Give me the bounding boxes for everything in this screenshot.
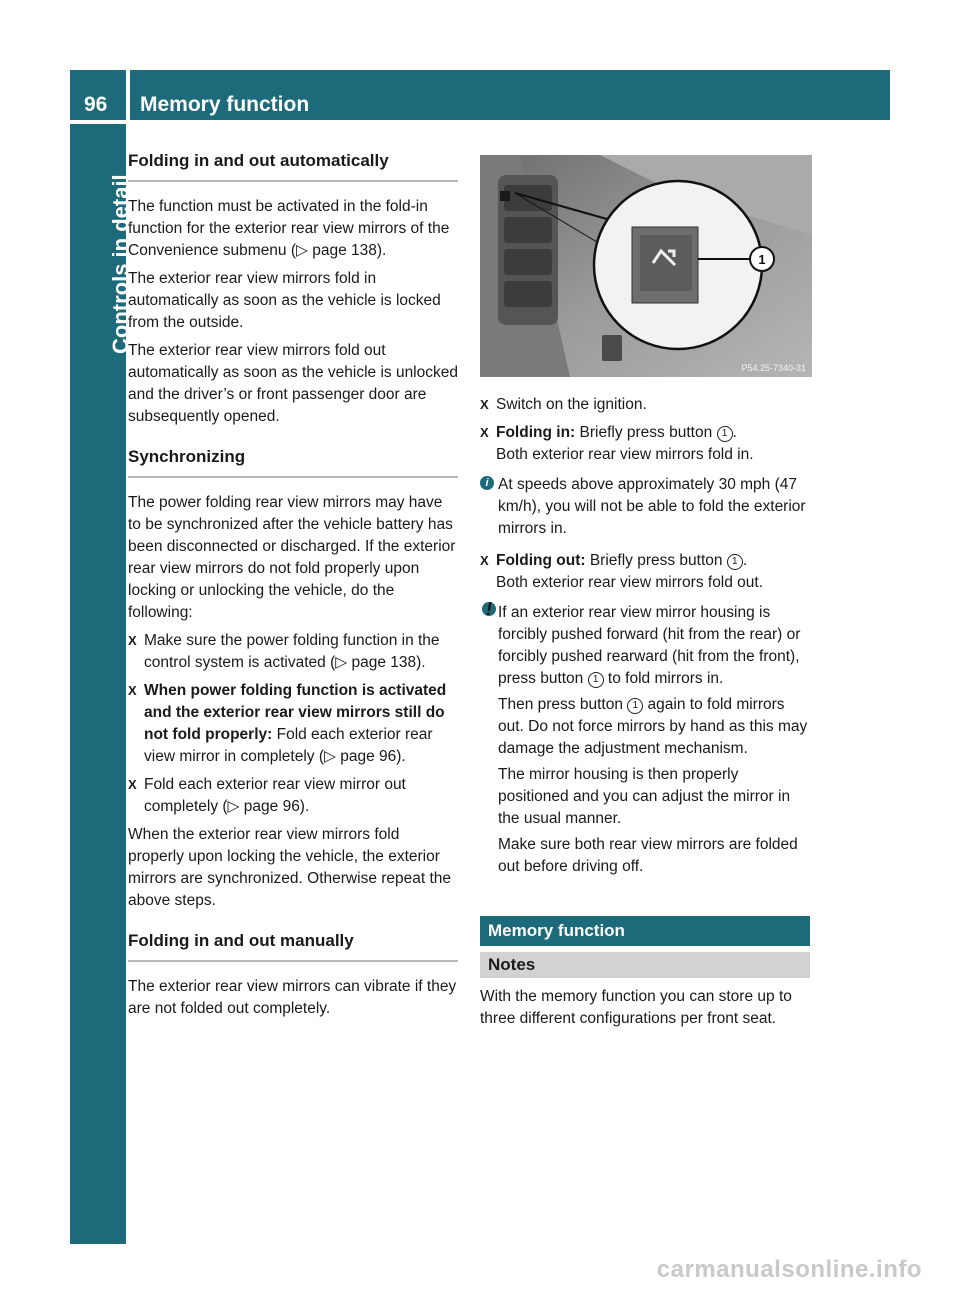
step-tail: . [742,552,748,569]
step-result: Both exterior rear view mirrors fold out. [496,574,764,591]
step-item [480,422,812,466]
page-number: 96 [70,70,126,120]
paragraph: The exterior rear view mirrors fold in automatically as soon as the vehicle is locked from the outside. [128,270,441,331]
warning-text: Make sure both rear view mirrors are folded out before driving off. [498,836,798,875]
step-text: Switch on the ignition. [496,396,647,413]
paragraph: When the exterior rear view mirrors fold properly upon locking the vehicle, the exterior mirrors are synchronized. Otherwise repeat the above steps. [128,826,452,909]
page-title: Memory function [130,70,890,120]
step-result: Both exterior rear view mirrors fold in. [496,446,754,463]
notes-paragraph: With the memory function you can store up to three different configurations per front seat. [480,988,792,1027]
callout-1-icon: 1 [627,698,643,714]
warning-text [498,602,812,690]
paragraph: The function must be activated in the fold-in function for the exterior rear view mirrors of the Convenience submenu (▷ page 138). [128,198,450,259]
warning-text-part: to fold mirrors in. [603,670,724,687]
warning-text [498,694,812,760]
watermark: carmanualsonline.info [656,1256,922,1283]
step-bold: Folding in: [496,424,576,441]
section-heading-auto: Folding in and out automatically [128,150,458,182]
section-heading-manual: Folding in and out manually [128,930,458,962]
step-arrow-icon: X [128,777,137,792]
paragraph: The exterior rear view mirrors can vibrate if they are not folded out completely. [128,978,457,1017]
step-arrow-icon: X [480,425,489,440]
step-bold: Folding out: [496,552,586,569]
paragraph: The exterior rear view mirrors fold out automatically as soon as the vehicle is unlocked and the driver’s or front passenger door are subsequently opened. [128,342,458,425]
step-text: Briefly press button [575,424,717,441]
callout-1-icon: 1 [717,426,733,442]
left-column [128,150,458,1026]
step-text: Fold each exterior rear view mirror out completely (▷ page 96). [144,776,406,815]
warning-icon: ! [482,602,496,616]
step-item [480,550,812,594]
info-note [480,474,812,540]
warning-text-part: again to fold mirrors out. Do not force mirrors by hand as this may damage the adjustment mechanism. [498,696,808,757]
warning-note [480,599,812,878]
step-arrow-icon: X [480,397,489,412]
step-text: Fold each exterior rear view mirror in completely (▷ page 96). [144,726,433,765]
info-icon: i [480,476,494,490]
right-column [480,394,812,888]
side-tab-label: Controls in detail [108,174,133,354]
section-band-memory: Memory function [480,916,810,946]
door-panel-photo [480,155,812,377]
step-arrow-icon: X [128,683,137,698]
side-tab-label-wrap [70,124,133,1244]
section-heading-sync: Synchronizing [128,446,458,478]
step-arrow-icon: X [128,633,137,648]
photo-code: P54.25-7340-31 [741,363,806,373]
warning-text-part: If an exterior rear view mirror housing is forcibly pushed forward (hit from the rear) or forcibly pushed rearward (hit from the front), press button [498,604,801,687]
info-text: At speeds above approximately 30 mph (47 km/h), you will not be able to fold the exterior mirrors in. [498,476,806,537]
warning-text-part: Then press button [498,696,628,713]
step-text: Briefly press button [585,552,727,569]
callout-1-icon: 1 [727,554,743,570]
paragraph: The power folding rear view mirrors may have to be synchronized after the vehicle battery has been disconnected or discharged. If the exterior rear view mirrors do not fold properly upon locking or unlocking the vehicle, do the following: [128,494,456,621]
step-item [480,394,812,416]
section-band-notes: Notes [480,952,810,978]
step-item [128,774,458,818]
step-item [128,680,458,768]
door-switch-illustration [480,155,812,377]
step-text: Make sure the power folding function in the control system is activated (▷ page 138). [144,632,440,671]
callout-1-icon: 1 [588,672,604,688]
step-item [128,630,458,674]
callout-1: 1 [758,252,766,267]
step-tail: . [732,424,737,441]
warning-text: The mirror housing is then properly positioned and you can adjust the mirror in the usual manner. [498,766,791,827]
step-bold: When power folding function is activated and the exterior rear view mirrors still do not fold properly: [144,682,447,743]
step-arrow-icon: X [480,553,489,568]
